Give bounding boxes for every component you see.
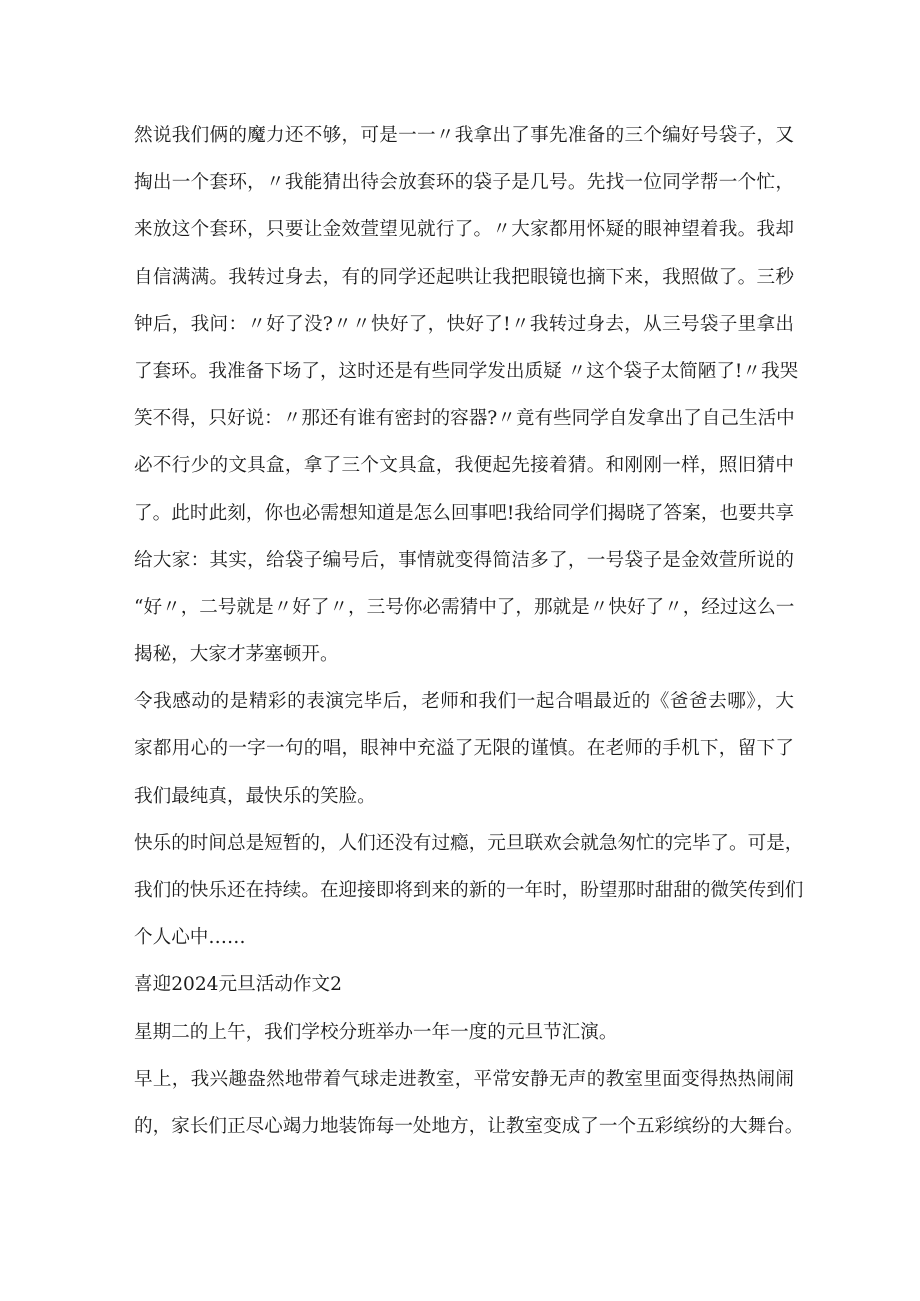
text-line: 的，家长们正尽心竭力地装饰每一处地方，让教室变成了一个五彩缤纷的大舞台。 (134, 1115, 804, 1137)
text-line: 钟后，我问：〃好了没?〃〃快好了，快好了!〃我转过身去，从三号袋子里拿出 (134, 313, 794, 335)
text-line: 给大家：其实，给袋子编号后，事情就变得简洁多了，一号袋子是金效萱所说的 (134, 549, 794, 571)
text-line: 家都用心的一字一句的唱，眼神中充溢了无限的谨慎。在老师的手机下，留下了 (134, 738, 794, 760)
paragraph-ending (134, 820, 804, 962)
text-line: 自信满满。我转过身去，有的同学还起哄让我把眼镜也摘下来，我照做了。三秒 (134, 266, 794, 288)
text-line: 来放这个套环，只要让金效萱望见就行了。〃大家都用怀疑的眼神望着我。我却 (134, 219, 794, 241)
text-line: 我们的快乐还在持续。在迎接即将到来的新的一年时，盼望那时甜甜的微笑传到们 (134, 880, 804, 901)
text-line: 快乐的时间总是短暂的，人们还没有过瘾，元旦联欢会就急匆忙的完毕了。可是， (134, 832, 804, 854)
document-page (134, 112, 804, 1150)
text-line: 然说我们俩的魔力还不够，可是一一〃我拿出了事先准备的三个编好号袋子，又 (134, 125, 794, 146)
text-line: 我们最纯真，最快乐的笑脸。 (134, 785, 376, 807)
text-line: 早上，我兴趣盎然地带着气球走进教室，平常安静无声的教室里面变得热热闹闹 (134, 1068, 794, 1090)
text-line: 笑不得，只好说：〃那还有谁有密封的容器?〃竟有些同学自发拿出了自己生活中 (134, 408, 795, 430)
section-heading: 喜迎2024元旦活动作文2 (134, 974, 342, 996)
paragraph-singing (134, 678, 794, 820)
paragraph-tuesday (134, 1009, 794, 1056)
text-line: 必不行少的文具盒，拿了三个文具盒，我便起先接着猜。和刚刚一样，照旧猜中 (134, 455, 794, 477)
text-line: “好〃，二号就是〃好了〃，三号你必需猜中了，那就是〃快好了〃，经过这么一 (134, 596, 795, 618)
text-line: 个人心中…… (134, 927, 246, 949)
text-line: 令我感动的是精彩的表演完毕后，老师和我们一起合唱最近的《爸爸去哪》，大 (134, 691, 794, 713)
text-line: 掏出一个套环，〃我能猜出待会放套环的袋子是几号。先找一位同学帮一个忙， (134, 172, 794, 194)
text-line: 了套环。我准备下场了，这时还是有些同学发出质疑 〃这个袋子太简陋了!〃我哭 (134, 360, 799, 382)
paragraph-morning (134, 1056, 804, 1150)
paragraph-magic-trick (134, 112, 799, 678)
text-line: 揭秘，大家才茅塞顿开。 (134, 644, 339, 666)
text-line: 星期二的上午，我们学校分班举办一年一度的元旦节汇演。 (134, 1021, 618, 1043)
text-line: 了。此时此刻，你也必需想知道是怎么回事吧!我给同学们揭晓了答案，也要共享 (134, 502, 794, 524)
